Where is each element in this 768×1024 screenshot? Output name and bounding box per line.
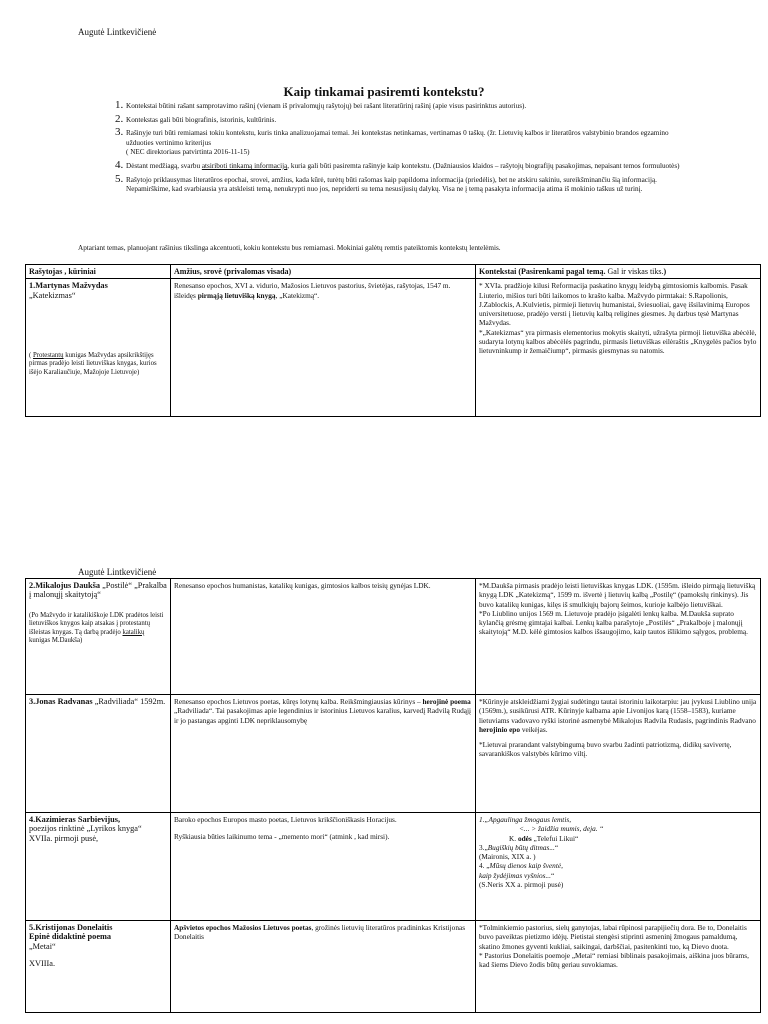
context-text: *Lietuvai prarandant valstybingumą buvo svarbu žadinti patriotizmą, didikų savivertę, savarankiškos valstybės kūrimo viltį. <box>479 740 732 759</box>
writer-period: XVIIa. pirmoji pusė, <box>29 833 99 843</box>
note-text: kunigas Mažvydas apsikrikštijęs pirmas pradėjo leisti lietuviškas knygas, kurios išėjo Karaliaučiuje, Mažojoje Lietuvoje) <box>29 351 157 376</box>
context-span: *Kūrinyje atskleidžiami žygiai sudėtingu tautai istoriniu laikotarpiu: jau įvykusi Liublino unija (1569m.), susikūrusi ATR. Kūrinyje kalbama apie Livonijos karą (1558–1583), kuriame lietuviams vadovavo ryški istorinė asmenybė Mikalojus Radvila Rudasis, pagrindinis Radvano <box>479 697 757 725</box>
context-text: *M.Daukša pirmasis pradėjo leisti lietuviškas knygas LDK. (1595m. išleido pirmąją lietuvišką knygą LDK „Katekizmą“, 1599 m. išvertė į lietuvių kalbą „Postilę“ (pamokslų rinkinys). Jis buvo katalikų kunigas, kilęs iš smulkiųjų bajorų šeimos, kurioje kalbėjo lietuviškai. <box>479 581 756 609</box>
rules-list <box>108 101 686 198</box>
context-text: *„Katekizmas“ yra pirmasis elementorius mokytis skaityti, užrašyta pirmoji lietuviška abėcėlė, sudaryta lotynų kalbos abėcėlės pagrindu, pirmasis lietuviškas eilėraštis „Knygelės pačios bylo lietuvninkump ir žemaičiump“, pirmasis giesmynas su natomis. <box>479 327 757 356</box>
rule-text: Dėstant medžiagą, svarbu <box>126 161 201 170</box>
rule-text: ( NEC direktoriaus patvirtinta 2016-11-15) <box>126 148 250 157</box>
era-text: „Radviliada“. Tai pasakojimas apie legendinius ir istorinius Lietuvos karalius, karvedį Radvilą Rudąjį ir jo pastangas apginti LDK nepriklausomybę <box>174 706 472 725</box>
context-text <box>479 697 757 734</box>
writer-cell <box>26 279 171 417</box>
note-text: kunigas M.Daukša) <box>29 637 83 645</box>
era-text: , grožinės lietuvių literatūros pradininkas Kristijonas Donelaitis <box>174 923 466 942</box>
rule-item: 1. Kontekstai būtini rašant samprotavimo rašinį (vienam iš privalomųjų rašytojų) bei rašant literatūrinį rašinį (apie visus pasirinktus autorius). <box>126 101 686 112</box>
writer-note <box>29 612 167 646</box>
writer-period: XVIIIa. <box>29 958 56 968</box>
quote-span: “ <box>550 870 555 880</box>
quote-italic: Bugiškių būtų ditmas... <box>487 842 555 852</box>
rule-item: 5. Rašytojo priklausymas literatūros epochai, srovei, amžius, kada kūrė, turėtų būti rašomas kaip papildoma informacija (priedėlis), bet ne atskiru sakiniu, sureikšminančiu šią informaciją. Nepamirškime, kad svarbiausia yra atskleisti temą, nenukrypti nuo jos, nepriderti su tema nesusijusių dalykų. Visa ne į temą pasakyta informacija atima iš mokinio taškus už turinį. <box>126 175 686 195</box>
context-table-1 <box>25 264 761 417</box>
era-cell <box>171 279 476 417</box>
writer-note <box>29 352 167 378</box>
era-text: Renesanso epochos Lietuvos poetas, kūręs lotynų kalba. Reikšmingiausias kūrinys – <box>174 697 421 706</box>
note-text: (Po Mažvydo ir katalikiškoje LDK pradėtos leisti lietuviškos knygos kaip atsakas į protestantų išleistas knygas. Tą darbą pradėjo <box>29 611 164 636</box>
rule-text: Rašinyje turi būti remiamasi tokiu kontekstu, kuris tinka analizuojamai temai. Jei kontekstas netinkamas, vertinamas 0 taškų. (žr. Lietuvių kalbos ir literatūros valstybinio brandos egzamino užduoties vertinimo kriterijus <box>126 129 669 147</box>
quote-span: 4. „ <box>479 861 490 871</box>
quote-line <box>479 861 757 870</box>
context-cell <box>476 279 761 417</box>
context-text: * XVIa. pradžioje kilusi Reformacija paskatino knygų leidybą gimtosiomis kalbomis. Pasak Liuterio, mišios turi būti laikomos to krašto kalba. Mažvydo pirmtakai: S.Rapolionis, J.Zablockis, A.Kulvietis, pirmieji lietuvių humanistai, šviesuoliai, gavę išsilavinimą Europos universitetuose, pradėjo versti į lietuvių kalbą religines giesmes. Jų darbus tęsė Martynas Mažvydas. <box>479 281 750 328</box>
context-cell <box>476 695 761 813</box>
quote-span: 3.„ <box>479 842 488 852</box>
note-text: ( <box>29 351 33 359</box>
writer-genre: Epinė didaktinė poema <box>29 932 112 942</box>
quote-span: K. <box>509 833 517 843</box>
quote-span: „Telefui Likui“ <box>531 833 579 843</box>
era-cell <box>171 695 476 813</box>
quote-line <box>479 815 757 824</box>
writer-cell <box>26 921 171 1013</box>
quote-line <box>479 871 757 880</box>
context-cell <box>476 921 761 1013</box>
rule-text: , kuria gali būti pasiremta rašinyje kaip kontekstu. (Dažniausios klaidos – rašytojų biografijų pasakojimas, nepaisant temos formuluotės) <box>287 161 680 170</box>
era-cell <box>171 921 476 1013</box>
header-context-normal: Gal ir viskas tiks. <box>605 267 664 276</box>
table-row <box>26 695 761 813</box>
quote-span: “ <box>554 842 559 852</box>
context-text: *Tolminkiemio pastorius, sielų ganytojas, labai rūpinosi parapijiečių dora. Be to, Donelaitis buvo paveiktas pietizmo idėjų. Pietistai stengėsi stiprinti asmeninį žmogaus pamaldumą, skatino žmones gyventi kukliai, saikingai, darbščiai, pasitenkinti tuo, ką Dievo duota. <box>479 923 747 951</box>
quote-line <box>479 824 757 833</box>
writer-name: 3.Jonas Radvanas <box>29 697 93 706</box>
era-text: Baroko epochos Europos masto poetas, Lietuvos krikščioniškasis Horacijus. <box>174 815 397 824</box>
context-text: *Po Liublino unijos 1569 m. Lietuvoje pradėjo įsigalėti lenkų kalba. M.Daukša suprato kylančią grėsmę gimtajai kalbai. Lenkų kalba parašytoje „Postilės“ „Prakalboje į malonųjį skaitytoją“ M.D. kėlė gimtosios kalbos išsaugojimo, kaip tautos išlikimo sąlygos, problemą. <box>479 608 748 637</box>
rule-underlined: atsiriboti tinkamą informaciją <box>201 161 288 170</box>
writer-work: „Postilė“ „Prakalba į malonųjį skaitytoją“ <box>29 581 167 600</box>
rule-item: 2. Kontekstas gali būti biografinis, istorinis, kultūrinis. <box>126 115 686 126</box>
header-writer: Rašytojas , kūriniai <box>26 265 171 279</box>
quote-italic: 1.„Apgaulinga žmogaus lemtis, <box>479 815 572 824</box>
era-bold: herojinė poema <box>422 697 471 706</box>
writer-cell <box>26 695 171 813</box>
era-text: Ryškiausia būties laikinumo tema - „memento mori“ (atmink , kad mirsi). <box>174 832 390 842</box>
table-row <box>26 921 761 1013</box>
writer-name: 2.Mikalojus Daukša <box>29 581 101 590</box>
note-underlined: Protestantų <box>32 351 64 359</box>
writer-work: „Katekizmas“ <box>29 290 76 300</box>
context-cell <box>476 813 761 921</box>
page-title: Kaip tinkamai pasiremti kontekstu? <box>283 84 485 99</box>
quote-line: (S.Neris XX a. pirmoji pusė) <box>479 880 564 890</box>
era-cell: Renesanso epochos humanistas, katalikų kunigas, gimtosios kalbos teisių gynėjas LDK. <box>171 579 476 695</box>
rule-item <box>126 128 686 158</box>
quote-line <box>479 834 757 843</box>
author-header-2: Augutė Lintkevičienė <box>78 567 157 577</box>
era-text: Renesanso epochos, XVI a. vidurio, Mažosios Lietuvos pastorius, švietėjas, rašytojas, 1547 m. išleidęs <box>174 281 451 300</box>
context-table-2 <box>25 578 761 1013</box>
header-era: Amžius, srovė (privalomas visada) <box>171 265 476 279</box>
table-row <box>26 813 761 921</box>
header-context <box>476 265 761 279</box>
writer-title <box>29 581 167 600</box>
writer-work: „Metai“ <box>29 941 56 951</box>
context-text: * Pastorius Donelaitis poemoje „Metai“ remiasi biblinais pasakojimais, aiškina juos būrams, kad šiems Dievo žodis būtų geriau suvokiamas. <box>479 950 749 970</box>
writer-name: 4.Kazimieras Sarbievijus, <box>29 815 121 824</box>
note-underlined: katalikų <box>122 628 145 636</box>
author-header: Augutė Lintkevičienė <box>78 27 157 37</box>
quote-italic: kaip žydėjimas vyšnios... <box>479 870 551 880</box>
quote-line: (Maironis, XIX a. ) <box>479 852 536 862</box>
quote-bold: odės <box>517 833 532 843</box>
era-text: , „Katekizmą“. <box>275 290 320 300</box>
table-row <box>26 279 761 417</box>
writer-name: 5.Kristijonas Donelaitis <box>29 923 113 932</box>
intro-note: Aptariant temas, planuojant rašinius tikslinga akcentuoti, kokiu kontekstu bus remiamasi. Mokiniai galėtų remtis pateiktomis kontekstų lentelėmis. <box>78 244 501 252</box>
writer-cell <box>26 813 171 921</box>
writer-cell <box>26 579 171 695</box>
table-header-row <box>26 265 761 279</box>
writer-work: „Radviliada“ 1592m. <box>92 697 166 706</box>
context-span: veikėjas. <box>520 724 548 734</box>
era-bold: Apšvietos epochos Mažosios Lietuvos poetas <box>174 923 312 932</box>
context-bold: herojinio epo <box>479 724 521 734</box>
quote-italic: Mūsų dienos kaip šventė, <box>489 861 563 871</box>
quote-line <box>479 843 757 852</box>
rule-item <box>126 161 686 172</box>
context-cell <box>476 579 761 695</box>
era-bold: pirmąją lietuvišką knygą <box>197 290 276 300</box>
writer-work: poezijos rinktinė „Lyrikos knyga“ <box>29 824 142 834</box>
header-context-bold: Kontekstai (Pasirenkami pagal temą. <box>479 267 606 276</box>
writer-name: 1.Martynas Mažvydas <box>29 281 108 291</box>
table-row <box>26 579 761 695</box>
header-context-end: ) <box>663 267 667 276</box>
quote-italic: <... > žaidžia mumis, deja. “ <box>519 824 604 834</box>
era-cell <box>171 813 476 921</box>
